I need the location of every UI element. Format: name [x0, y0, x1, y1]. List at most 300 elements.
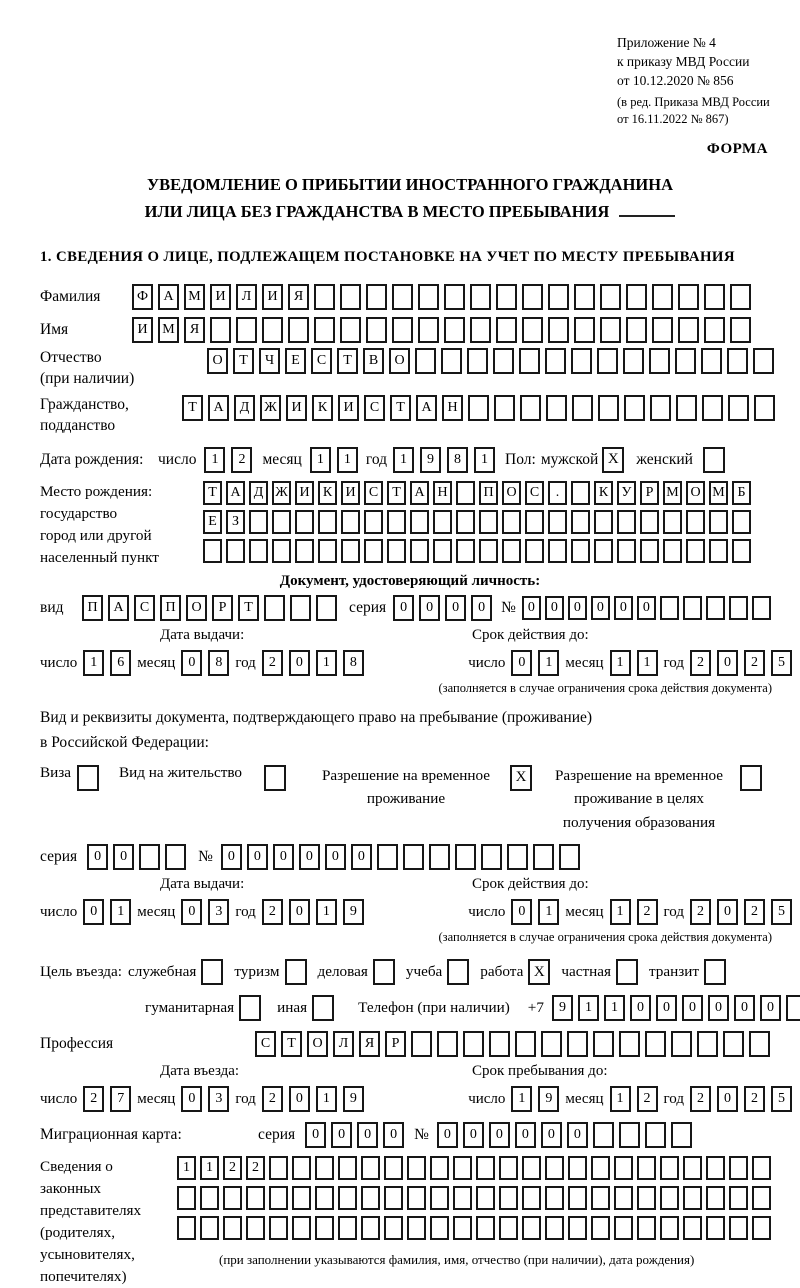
char-cell[interactable]: [729, 1156, 748, 1180]
char-cell[interactable]: [384, 1186, 403, 1210]
char-cell[interactable]: З: [226, 510, 245, 534]
char-cell[interactable]: [430, 1186, 449, 1210]
char-cell[interactable]: [614, 1156, 633, 1180]
char-cell[interactable]: [392, 317, 413, 343]
char-cell[interactable]: 0: [325, 844, 346, 870]
char-cell[interactable]: 1: [316, 650, 337, 676]
char-cell[interactable]: [479, 539, 498, 563]
char-cell[interactable]: [683, 1186, 702, 1210]
char-cell[interactable]: 9: [552, 995, 573, 1021]
char-cell[interactable]: [729, 1186, 748, 1210]
char-cell[interactable]: 8: [343, 650, 364, 676]
char-cell[interactable]: И: [338, 395, 359, 421]
char-cell[interactable]: .: [548, 481, 567, 505]
char-cell[interactable]: [489, 1031, 510, 1057]
char-cell[interactable]: [678, 317, 699, 343]
char-cell[interactable]: И: [262, 284, 283, 310]
char-cell[interactable]: 0: [489, 1122, 510, 1148]
char-cell[interactable]: 1: [310, 447, 331, 473]
char-cell[interactable]: 2: [744, 650, 765, 676]
char-cell[interactable]: 0: [181, 650, 202, 676]
char-cell[interactable]: [455, 844, 476, 870]
char-cell[interactable]: 5: [771, 650, 792, 676]
char-cell[interactable]: [502, 510, 521, 534]
char-cell[interactable]: [246, 1216, 265, 1240]
char-cell[interactable]: [559, 844, 580, 870]
char-cell[interactable]: 0: [299, 844, 320, 870]
char-cell[interactable]: [384, 1216, 403, 1240]
char-cell[interactable]: [249, 539, 268, 563]
char-cell[interactable]: [415, 348, 436, 374]
char-cell[interactable]: [594, 539, 613, 563]
char-cell[interactable]: [456, 510, 475, 534]
char-cell[interactable]: [269, 1156, 288, 1180]
char-cell[interactable]: [272, 539, 291, 563]
char-cell[interactable]: [411, 1031, 432, 1057]
char-cell[interactable]: [444, 317, 465, 343]
char-cell[interactable]: [407, 1216, 426, 1240]
char-cell[interactable]: [753, 348, 774, 374]
char-cell[interactable]: [591, 1216, 610, 1240]
char-cell[interactable]: [701, 348, 722, 374]
char-cell[interactable]: [571, 348, 592, 374]
char-cell[interactable]: [600, 317, 621, 343]
char-cell[interactable]: [467, 348, 488, 374]
char-cell[interactable]: М: [158, 317, 179, 343]
char-cell[interactable]: Т: [337, 348, 358, 374]
char-cell[interactable]: [671, 1122, 692, 1148]
char-cell[interactable]: [637, 1186, 656, 1210]
char-cell[interactable]: [318, 539, 337, 563]
char-cell[interactable]: 2: [637, 1086, 658, 1112]
char-cell[interactable]: [617, 510, 636, 534]
char-cell[interactable]: [675, 348, 696, 374]
char-cell[interactable]: И: [295, 481, 314, 505]
char-cell[interactable]: [468, 395, 489, 421]
char-cell[interactable]: [683, 596, 702, 620]
char-cell[interactable]: 0: [760, 995, 781, 1021]
char-cell[interactable]: [752, 1156, 771, 1180]
char-cell[interactable]: 1: [578, 995, 599, 1021]
char-cell[interactable]: [614, 1216, 633, 1240]
char-cell[interactable]: 0: [541, 1122, 562, 1148]
char-cell[interactable]: [290, 595, 311, 621]
char-cell[interactable]: [732, 510, 751, 534]
char-cell[interactable]: 0: [637, 596, 656, 620]
char-cell[interactable]: 2: [744, 899, 765, 925]
char-cell[interactable]: 0: [614, 596, 633, 620]
char-cell[interactable]: [453, 1186, 472, 1210]
char-cell[interactable]: 0: [445, 595, 466, 621]
char-cell[interactable]: [650, 395, 671, 421]
char-cell[interactable]: 0: [734, 995, 755, 1021]
char-cell[interactable]: 1: [610, 899, 631, 925]
char-cell[interactable]: 1: [610, 650, 631, 676]
char-cell[interactable]: [525, 539, 544, 563]
char-cell[interactable]: [533, 844, 554, 870]
char-cell[interactable]: 1: [337, 447, 358, 473]
char-cell[interactable]: [624, 395, 645, 421]
char-cell[interactable]: [288, 317, 309, 343]
char-cell[interactable]: [729, 1216, 748, 1240]
char-cell[interactable]: [314, 284, 335, 310]
char-cell[interactable]: Д: [249, 481, 268, 505]
char-cell[interactable]: 1: [604, 995, 625, 1021]
char-cell[interactable]: [264, 595, 285, 621]
char-cell[interactable]: 0: [181, 1086, 202, 1112]
char-cell[interactable]: 0: [351, 844, 372, 870]
char-cell[interactable]: [571, 481, 590, 505]
char-cell[interactable]: [548, 539, 567, 563]
char-cell[interactable]: [752, 1216, 771, 1240]
char-cell[interactable]: 0: [221, 844, 242, 870]
char-cell[interactable]: [272, 510, 291, 534]
char-cell[interactable]: [546, 395, 567, 421]
char-cell[interactable]: [200, 1216, 219, 1240]
char-cell[interactable]: 3: [208, 899, 229, 925]
char-cell[interactable]: 0: [83, 899, 104, 925]
char-cell[interactable]: 2: [262, 899, 283, 925]
char-cell[interactable]: 1: [110, 899, 131, 925]
char-cell[interactable]: М: [184, 284, 205, 310]
char-cell[interactable]: [548, 284, 569, 310]
char-cell[interactable]: [619, 1031, 640, 1057]
char-cell[interactable]: [295, 539, 314, 563]
char-cell[interactable]: [364, 539, 383, 563]
char-cell[interactable]: [522, 284, 543, 310]
char-cell[interactable]: [567, 1031, 588, 1057]
char-cell[interactable]: Я: [288, 284, 309, 310]
char-cell[interactable]: 0: [393, 595, 414, 621]
char-cell[interactable]: [623, 348, 644, 374]
char-cell[interactable]: Т: [390, 395, 411, 421]
char-cell[interactable]: [660, 596, 679, 620]
char-cell[interactable]: [545, 1156, 564, 1180]
char-cell[interactable]: [728, 395, 749, 421]
char-cell[interactable]: 0: [113, 844, 134, 870]
char-cell[interactable]: 1: [83, 650, 104, 676]
char-cell[interactable]: [361, 1186, 380, 1210]
char-cell[interactable]: 1: [204, 447, 225, 473]
char-cell[interactable]: [453, 1216, 472, 1240]
char-cell[interactable]: 1: [393, 447, 414, 473]
char-cell[interactable]: 0: [463, 1122, 484, 1148]
char-cell[interactable]: 1: [637, 650, 658, 676]
char-cell[interactable]: А: [410, 481, 429, 505]
char-cell[interactable]: 0: [181, 899, 202, 925]
char-cell[interactable]: 8: [447, 447, 468, 473]
char-cell[interactable]: М: [709, 481, 728, 505]
char-cell[interactable]: [269, 1216, 288, 1240]
char-cell[interactable]: [645, 1031, 666, 1057]
char-cell[interactable]: Ж: [260, 395, 281, 421]
purpose-work-checkbox[interactable]: X: [528, 959, 550, 985]
char-cell[interactable]: [410, 539, 429, 563]
char-cell[interactable]: [410, 510, 429, 534]
char-cell[interactable]: 5: [771, 899, 792, 925]
char-cell[interactable]: О: [186, 595, 207, 621]
char-cell[interactable]: 9: [538, 1086, 559, 1112]
char-cell[interactable]: [568, 1216, 587, 1240]
char-cell[interactable]: [429, 844, 450, 870]
char-cell[interactable]: Я: [359, 1031, 380, 1057]
char-cell[interactable]: [652, 317, 673, 343]
char-cell[interactable]: [481, 844, 502, 870]
char-cell[interactable]: [226, 539, 245, 563]
female-checkbox[interactable]: [703, 447, 725, 473]
char-cell[interactable]: 5: [771, 1086, 792, 1112]
char-cell[interactable]: [364, 510, 383, 534]
char-cell[interactable]: [525, 510, 544, 534]
char-cell[interactable]: С: [311, 348, 332, 374]
char-cell[interactable]: [496, 317, 517, 343]
char-cell[interactable]: Н: [442, 395, 463, 421]
char-cell[interactable]: 2: [262, 650, 283, 676]
purpose-official-checkbox[interactable]: [201, 959, 223, 985]
char-cell[interactable]: 0: [545, 596, 564, 620]
char-cell[interactable]: [548, 510, 567, 534]
char-cell[interactable]: М: [663, 481, 682, 505]
char-cell[interactable]: [683, 1156, 702, 1180]
char-cell[interactable]: [702, 395, 723, 421]
char-cell[interactable]: Ч: [259, 348, 280, 374]
char-cell[interactable]: [262, 317, 283, 343]
char-cell[interactable]: [600, 284, 621, 310]
char-cell[interactable]: 0: [273, 844, 294, 870]
char-cell[interactable]: 0: [419, 595, 440, 621]
char-cell[interactable]: [418, 317, 439, 343]
purpose-business-checkbox[interactable]: [373, 959, 395, 985]
char-cell[interactable]: [318, 510, 337, 534]
char-cell[interactable]: [295, 510, 314, 534]
char-cell[interactable]: 0: [511, 650, 532, 676]
char-cell[interactable]: И: [341, 481, 360, 505]
char-cell[interactable]: 1: [316, 1086, 337, 1112]
char-cell[interactable]: 0: [568, 596, 587, 620]
char-cell[interactable]: [249, 510, 268, 534]
char-cell[interactable]: Я: [184, 317, 205, 343]
char-cell[interactable]: 0: [289, 650, 310, 676]
char-cell[interactable]: [522, 317, 543, 343]
char-cell[interactable]: [593, 1031, 614, 1057]
char-cell[interactable]: 1: [610, 1086, 631, 1112]
char-cell[interactable]: [223, 1186, 242, 1210]
char-cell[interactable]: [392, 284, 413, 310]
char-cell[interactable]: [387, 510, 406, 534]
char-cell[interactable]: [706, 1156, 725, 1180]
char-cell[interactable]: А: [108, 595, 129, 621]
male-checkbox[interactable]: X: [602, 447, 624, 473]
char-cell[interactable]: 1: [474, 447, 495, 473]
char-cell[interactable]: 0: [247, 844, 268, 870]
char-cell[interactable]: К: [312, 395, 333, 421]
char-cell[interactable]: [545, 348, 566, 374]
purpose-humanitarian-checkbox[interactable]: [239, 995, 261, 1021]
char-cell[interactable]: [614, 1186, 633, 1210]
char-cell[interactable]: Д: [234, 395, 255, 421]
char-cell[interactable]: 0: [717, 650, 738, 676]
char-cell[interactable]: [499, 1186, 518, 1210]
char-cell[interactable]: П: [82, 595, 103, 621]
char-cell[interactable]: [637, 1156, 656, 1180]
char-cell[interactable]: [637, 1216, 656, 1240]
char-cell[interactable]: 0: [357, 1122, 378, 1148]
char-cell[interactable]: 1: [538, 899, 559, 925]
char-cell[interactable]: [548, 317, 569, 343]
char-cell[interactable]: [729, 596, 748, 620]
temp-residence-education-checkbox[interactable]: [740, 765, 762, 791]
char-cell[interactable]: 6: [110, 650, 131, 676]
char-cell[interactable]: [520, 395, 541, 421]
char-cell[interactable]: [660, 1186, 679, 1210]
char-cell[interactable]: [593, 1122, 614, 1148]
char-cell[interactable]: А: [158, 284, 179, 310]
char-cell[interactable]: Е: [203, 510, 222, 534]
char-cell[interactable]: [709, 510, 728, 534]
char-cell[interactable]: [752, 1186, 771, 1210]
char-cell[interactable]: [470, 284, 491, 310]
char-cell[interactable]: Л: [236, 284, 257, 310]
char-cell[interactable]: [617, 539, 636, 563]
char-cell[interactable]: [463, 1031, 484, 1057]
char-cell[interactable]: [686, 539, 705, 563]
char-cell[interactable]: [709, 539, 728, 563]
char-cell[interactable]: 0: [511, 899, 532, 925]
char-cell[interactable]: [418, 284, 439, 310]
char-cell[interactable]: [479, 510, 498, 534]
char-cell[interactable]: Е: [285, 348, 306, 374]
char-cell[interactable]: [660, 1156, 679, 1180]
char-cell[interactable]: 0: [656, 995, 677, 1021]
char-cell[interactable]: 9: [343, 1086, 364, 1112]
char-cell[interactable]: [292, 1156, 311, 1180]
char-cell[interactable]: 0: [591, 596, 610, 620]
char-cell[interactable]: [177, 1186, 196, 1210]
char-cell[interactable]: [456, 481, 475, 505]
char-cell[interactable]: 0: [305, 1122, 326, 1148]
char-cell[interactable]: 8: [208, 650, 229, 676]
char-cell[interactable]: [626, 317, 647, 343]
char-cell[interactable]: [315, 1186, 334, 1210]
char-cell[interactable]: [384, 1156, 403, 1180]
char-cell[interactable]: [499, 1216, 518, 1240]
char-cell[interactable]: 1: [177, 1156, 196, 1180]
char-cell[interactable]: [574, 317, 595, 343]
char-cell[interactable]: [246, 1186, 265, 1210]
char-cell[interactable]: [683, 1216, 702, 1240]
char-cell[interactable]: [433, 539, 452, 563]
char-cell[interactable]: О: [389, 348, 410, 374]
char-cell[interactable]: [444, 284, 465, 310]
char-cell[interactable]: 0: [567, 1122, 588, 1148]
char-cell[interactable]: С: [525, 481, 544, 505]
char-cell[interactable]: [686, 510, 705, 534]
char-cell[interactable]: 1: [511, 1086, 532, 1112]
char-cell[interactable]: [476, 1216, 495, 1240]
char-cell[interactable]: [453, 1156, 472, 1180]
char-cell[interactable]: [470, 317, 491, 343]
char-cell[interactable]: 0: [471, 595, 492, 621]
char-cell[interactable]: [200, 1186, 219, 1210]
char-cell[interactable]: А: [226, 481, 245, 505]
char-cell[interactable]: 2: [744, 1086, 765, 1112]
char-cell[interactable]: [663, 539, 682, 563]
residence-permit-checkbox[interactable]: [264, 765, 286, 791]
char-cell[interactable]: 0: [437, 1122, 458, 1148]
char-cell[interactable]: [456, 539, 475, 563]
char-cell[interactable]: 0: [522, 596, 541, 620]
char-cell[interactable]: [430, 1156, 449, 1180]
char-cell[interactable]: 2: [231, 447, 252, 473]
char-cell[interactable]: [704, 317, 725, 343]
char-cell[interactable]: [292, 1186, 311, 1210]
char-cell[interactable]: Л: [333, 1031, 354, 1057]
char-cell[interactable]: [598, 395, 619, 421]
char-cell[interactable]: [316, 595, 337, 621]
char-cell[interactable]: 0: [383, 1122, 404, 1148]
char-cell[interactable]: 3: [208, 1086, 229, 1112]
char-cell[interactable]: 2: [690, 899, 711, 925]
char-cell[interactable]: Ж: [272, 481, 291, 505]
char-cell[interactable]: [571, 539, 590, 563]
char-cell[interactable]: П: [479, 481, 498, 505]
char-cell[interactable]: [177, 1216, 196, 1240]
char-cell[interactable]: [723, 1031, 744, 1057]
char-cell[interactable]: Т: [238, 595, 259, 621]
char-cell[interactable]: [338, 1216, 357, 1240]
char-cell[interactable]: [706, 1186, 725, 1210]
char-cell[interactable]: [407, 1156, 426, 1180]
char-cell[interactable]: [591, 1186, 610, 1210]
char-cell[interactable]: [338, 1186, 357, 1210]
char-cell[interactable]: [626, 284, 647, 310]
char-cell[interactable]: [139, 844, 160, 870]
char-cell[interactable]: [377, 844, 398, 870]
char-cell[interactable]: [441, 348, 462, 374]
char-cell[interactable]: Б: [732, 481, 751, 505]
char-cell[interactable]: А: [208, 395, 229, 421]
char-cell[interactable]: [165, 844, 186, 870]
char-cell[interactable]: [649, 348, 670, 374]
char-cell[interactable]: [519, 348, 540, 374]
char-cell[interactable]: Т: [387, 481, 406, 505]
char-cell[interactable]: В: [363, 348, 384, 374]
char-cell[interactable]: [594, 510, 613, 534]
char-cell[interactable]: Р: [640, 481, 659, 505]
char-cell[interactable]: Р: [385, 1031, 406, 1057]
char-cell[interactable]: [727, 348, 748, 374]
char-cell[interactable]: [706, 1216, 725, 1240]
char-cell[interactable]: [407, 1186, 426, 1210]
purpose-study-checkbox[interactable]: [447, 959, 469, 985]
char-cell[interactable]: [522, 1156, 541, 1180]
char-cell[interactable]: [619, 1122, 640, 1148]
char-cell[interactable]: 2: [690, 1086, 711, 1112]
char-cell[interactable]: [591, 1156, 610, 1180]
char-cell[interactable]: [522, 1186, 541, 1210]
char-cell[interactable]: [366, 317, 387, 343]
char-cell[interactable]: П: [160, 595, 181, 621]
char-cell[interactable]: [676, 395, 697, 421]
char-cell[interactable]: О: [307, 1031, 328, 1057]
char-cell[interactable]: [314, 317, 335, 343]
char-cell[interactable]: И: [286, 395, 307, 421]
char-cell[interactable]: [652, 284, 673, 310]
char-cell[interactable]: [732, 539, 751, 563]
char-cell[interactable]: К: [318, 481, 337, 505]
char-cell[interactable]: Р: [212, 595, 233, 621]
char-cell[interactable]: К: [594, 481, 613, 505]
